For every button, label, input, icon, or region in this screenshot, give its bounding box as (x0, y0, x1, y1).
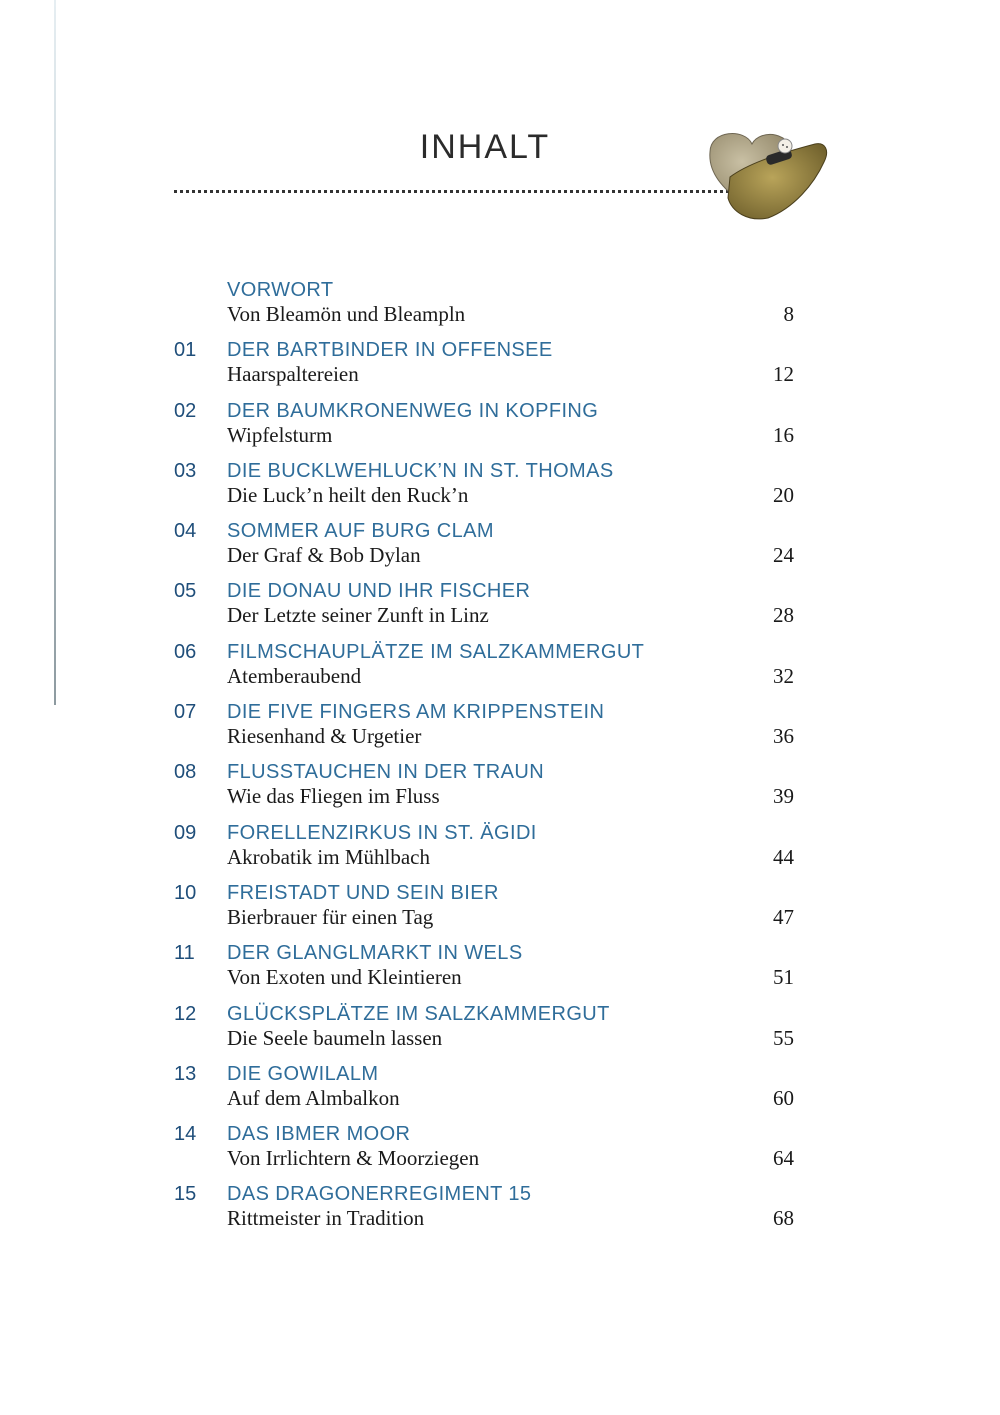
toc-entry[interactable] (0, 579, 1000, 639)
toc-entry[interactable] (0, 399, 1000, 459)
chapter-number: 13 (174, 1062, 197, 1085)
toc-entry[interactable] (0, 1122, 1000, 1182)
page-number: 51 (773, 965, 794, 990)
chapter-number: 15 (174, 1183, 197, 1206)
chapter-subtitle: Wipfelsturm (227, 422, 333, 447)
chapter-subtitle: Wie das Fliegen im Fluss (227, 784, 440, 809)
page-number: 64 (773, 1146, 794, 1171)
page-number: 28 (773, 603, 794, 628)
chapter-subtitle: Rittmeister in Tradition (227, 1206, 425, 1231)
table-of-contents (0, 278, 1000, 1243)
chapter-subtitle: Die Seele baumeln lassen (227, 1025, 443, 1050)
chapter-title: FLUSSTAUCHEN IN DER TRAUN (227, 761, 545, 784)
chapter-title: FORELLENZIRKUS IN ST. ÄGIDI (227, 821, 537, 844)
chapter-title: VORWORT (227, 279, 334, 301)
chapter-title: DIE BUCKLWEHLUCK’N IN ST. THOMAS (227, 459, 614, 482)
chapter-subtitle: Der Graf & Bob Dylan (227, 543, 421, 568)
chapter-number: 07 (174, 701, 197, 724)
toc-entry[interactable] (0, 821, 1000, 881)
chapter-number: 05 (174, 580, 197, 603)
chapter-number: 11 (174, 942, 195, 965)
chapter-subtitle: Von Exoten und Kleintieren (227, 965, 462, 990)
chapter-title: DIE GOWILALM (227, 1062, 379, 1085)
chapter-number: 06 (174, 640, 197, 663)
chapter-subtitle: Riesenhand & Urgetier (227, 724, 422, 749)
toc-entry[interactable] (0, 941, 1000, 1001)
toc-entry[interactable] (0, 640, 1000, 700)
chapter-number: 01 (174, 339, 197, 362)
chapter-title: GLÜCKSPLÄTZE IM SALZKAMMERGUT (227, 1002, 610, 1025)
chapter-title: DER BARTBINDER IN OFFENSEE (227, 339, 553, 362)
chapter-title: DAS DRAGONERREGIMENT 15 (227, 1183, 532, 1206)
toc-entry[interactable] (0, 519, 1000, 579)
chapter-title: FREISTADT UND SEIN BIER (227, 881, 499, 904)
chapter-title: DER GLANGLMARKT IN WELS (227, 942, 523, 965)
chapter-subtitle: Von Irrlichtern & Moorziegen (227, 1146, 480, 1171)
toc-entry[interactable] (0, 760, 1000, 820)
chapter-subtitle: Bierbrauer für einen Tag (227, 904, 434, 929)
chapter-title: DAS IBMER MOOR (227, 1123, 411, 1146)
chapter-number: 04 (174, 520, 197, 543)
chapter-title: FILMSCHAUPLÄTZE IM SALZKAMMERGUT (227, 640, 645, 663)
chapter-subtitle: Die Luck’n heilt den Ruck’n (227, 482, 469, 507)
page-number: 47 (773, 904, 794, 929)
chapter-subtitle: Haarspaltereien (227, 362, 359, 387)
chapter-number: 02 (174, 399, 197, 422)
chapter-subtitle: Auf dem Almbalkon (227, 1085, 400, 1110)
chapter-number: 10 (174, 881, 197, 904)
page-number: 12 (773, 362, 794, 387)
page-number: 20 (773, 482, 794, 507)
chapter-number: 12 (174, 1002, 197, 1025)
page-title: INHALT (419, 128, 551, 166)
toc-entry[interactable] (0, 1062, 1000, 1122)
page-number: 68 (773, 1206, 794, 1231)
toc-entry[interactable] (0, 338, 1000, 398)
toc-entry[interactable] (0, 459, 1000, 519)
chapter-title: SOMMER AUF BURG CLAM (227, 520, 494, 543)
chapter-subtitle: Der Letzte seiner Zunft in Linz (227, 603, 489, 628)
page-number: 36 (773, 724, 794, 749)
chapter-title: DIE DONAU UND IHR FISCHER (227, 580, 531, 603)
page-number: 32 (773, 663, 794, 688)
toc-entry[interactable] (0, 1182, 1000, 1242)
chapter-subtitle: Von Bleamön und Bleampln (227, 302, 466, 326)
toc-entry[interactable] (0, 881, 1000, 941)
chapter-number: 03 (174, 459, 197, 482)
page-number: 8 (783, 302, 794, 326)
toc-entry[interactable] (0, 700, 1000, 760)
dotted-divider (174, 190, 729, 193)
page-number: 39 (773, 784, 794, 809)
chapter-subtitle: Atemberaubend (227, 663, 362, 688)
toc-entry[interactable] (0, 1002, 1000, 1062)
chapter-number: 09 (174, 821, 197, 844)
chapter-title: DER BAUMKRONENWEG IN KOPFING (227, 399, 599, 422)
page-number: 16 (773, 422, 794, 447)
chapter-number: 08 (174, 761, 197, 784)
chapter-number: 14 (174, 1123, 197, 1146)
page-number: 55 (773, 1025, 794, 1050)
page-number: 44 (773, 844, 794, 869)
toc-entry[interactable] (0, 278, 1000, 338)
chapter-title: DIE FIVE FINGERS AM KRIPPENSTEIN (227, 701, 605, 724)
page-number: 60 (773, 1085, 794, 1110)
page-number: 24 (773, 543, 794, 568)
chapter-subtitle: Akrobatik im Mühlbach (227, 844, 430, 869)
heart-felt-ornament-icon (690, 122, 840, 232)
